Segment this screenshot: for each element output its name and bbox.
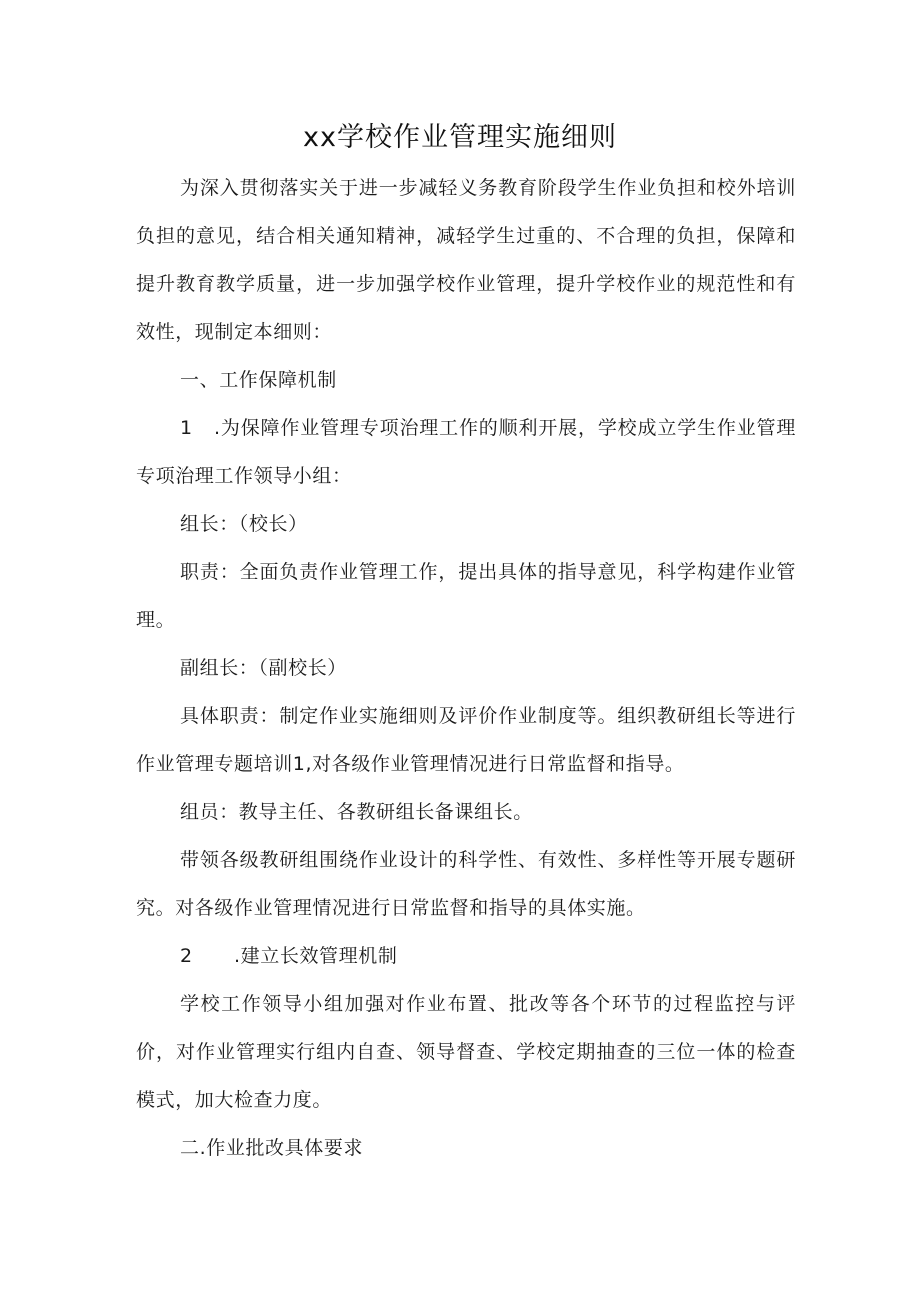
item-1-number: 1 — [180, 417, 193, 439]
deputy-line: 副组长：（副校长） — [180, 657, 347, 679]
document-title: xx学校作业管理实施细则 — [303, 122, 617, 153]
item-2-body-paragraph: 学校工作领导小组加强对作业布置、批改等各个环节的过程监控与评价，对作业管理实行组内自查、领导督查、学校定期抽查的三位一体的检查模式，加大检查力度。 — [136, 993, 796, 1111]
item-2-text: .建立长效管理机制 — [234, 945, 398, 967]
item-2-heading — [136, 932, 796, 980]
item-1-text: .为保障作业管理专项治理工作的顺利开展，学校成立学生作业管理专项治理工作领导小组： — [136, 417, 796, 487]
members-duty-paragraph: 带领各级教研组围绕作业设计的科学性、有效性、多样性等开展专题研究。对各级作业管理情况进行日常监督和指导的具体实施。 — [136, 849, 796, 919]
item-2-number: 2 — [180, 945, 193, 967]
section-1-heading: 一、工作保障机制 — [180, 369, 337, 391]
deputy-duty-paragraph: 具体职责：制定作业实施细则及评价作业制度等。组织教研组长等进行作业管理专题培训1,对各级作业管理情况进行日常监督和指导。 — [136, 705, 796, 775]
members-line: 组员：教导主任、各教研组长备课组长。 — [180, 801, 533, 823]
intro-paragraph: 为深入贯彻落实关于进一步减轻义务教育阶段学生作业负担和校外培训负担的意见，结合相关通知精神，减轻学生过重的、不合理的负担，保障和提升教育教学质量，进一步加强学校作业管理，提升学校作业的规范性和有效性，现制定本细则： — [136, 177, 796, 343]
leader-line: 组长：（校长） — [180, 513, 308, 535]
section-2-heading: 二.作业批改具体要求 — [180, 1137, 364, 1159]
leader-duty-paragraph: 职责：全面负责作业管理工作，提出具体的指导意见，科学构建作业管理。 — [136, 561, 796, 631]
item-1-paragraph — [136, 404, 796, 500]
